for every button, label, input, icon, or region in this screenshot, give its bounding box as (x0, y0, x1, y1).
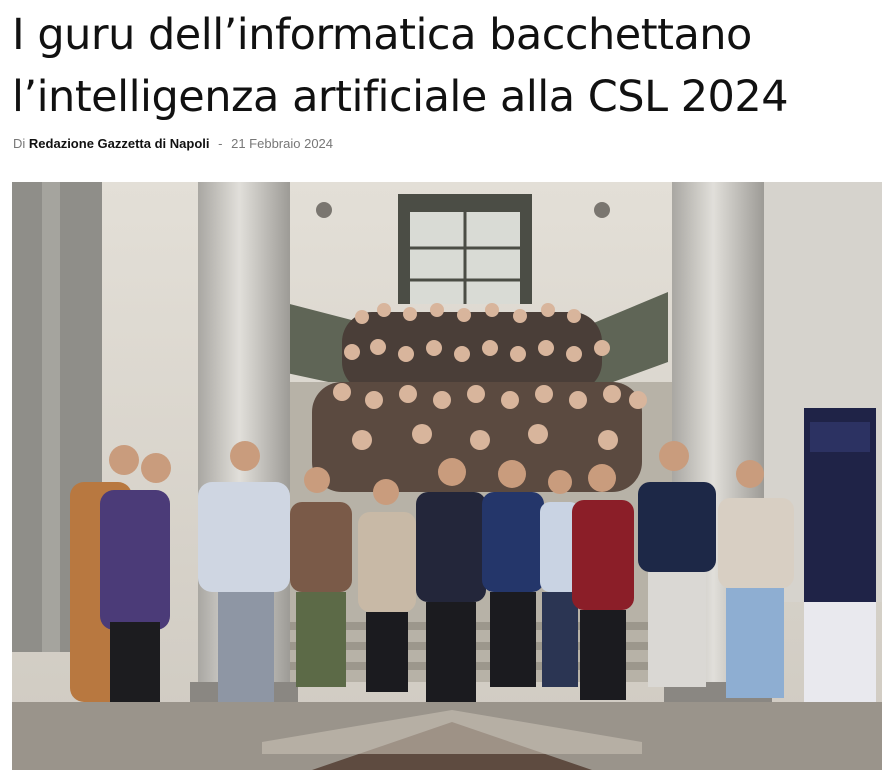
publish-date: 21 Febbraio 2024 (231, 136, 334, 151)
article-photo[interactable] (12, 182, 882, 770)
author-link[interactable]: Redazione Gazzetta di Napoli (28, 136, 210, 151)
byline-prefix: Di (13, 136, 26, 151)
article-meta (13, 134, 333, 154)
wall-lamp-right (594, 202, 610, 218)
meta-separator: - (218, 136, 223, 151)
group-photo (12, 182, 882, 770)
rollup-banner (800, 408, 880, 730)
wall-lamp-left (316, 202, 332, 218)
article-title: I guru dell’informatica bacchettano l’intelligenza artificiale alla CSL 2024 (12, 10, 789, 122)
